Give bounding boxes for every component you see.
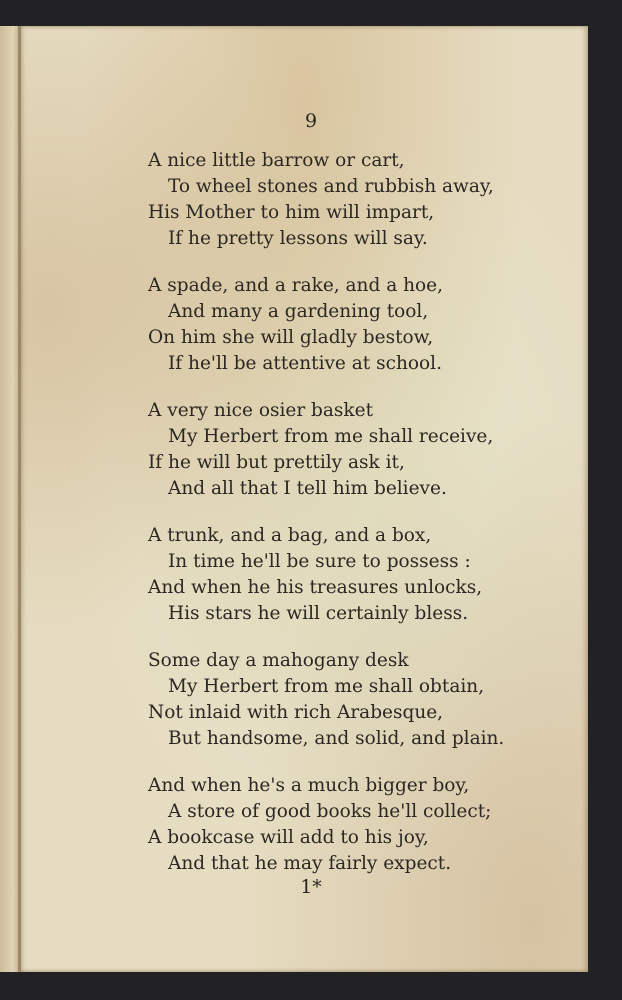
poem-line: And that he may fairly expect. [168,853,452,874]
page-number: 9 [304,110,318,132]
poem-line: And when he his treasures unlocks, [148,577,483,598]
poem-line: A very nice osier basket [148,400,374,421]
poem-line: Not inlaid with rich Arabesque, [148,702,444,723]
poem-line: A spade, and a rake, and a hoe, [148,275,443,296]
stanza [148,398,588,502]
poem [148,148,588,877]
poem-line: My Herbert from me shall receive, [168,426,494,447]
poem-line: If he will but prettily ask it, [148,452,405,473]
stanza [148,648,588,752]
stanza [148,773,588,877]
poem-line: And all that I tell him believe. [168,478,447,499]
stanza [148,148,588,252]
poem-line: My Herbert from me shall obtain, [168,676,485,697]
poem-line: His stars he will certainly bless. [168,603,469,624]
poem-line: If he pretty lessons will say. [168,228,428,249]
page-gutter [18,26,21,972]
poem-line: In time he'll be sure to possess : [168,551,471,572]
poem-line: A trunk, and a bag, and a box, [148,525,432,546]
poem-line: And when he's a much bigger boy, [148,775,470,796]
poem-line: To wheel stones and rubbish away, [168,176,494,197]
stanza [148,523,588,627]
poem-line: Some day a mahogany desk [148,650,409,671]
poem-line: His Mother to him will impart, [148,202,435,223]
poem-line: A store of good books he'll collect; [168,801,492,822]
poem-line: A bookcase will add to his joy, [148,827,429,848]
poem-line: On him she will gladly bestow, [148,327,434,348]
poem-line: And many a gardening tool, [168,301,429,322]
poem-line: But handsome, and solid, and plain. [168,728,505,749]
poem-line: A nice little barrow or cart, [148,150,405,171]
poem-line: If he'll be attentive at school. [168,353,442,374]
stanza [148,273,588,377]
signature-mark: 1* [300,876,322,898]
